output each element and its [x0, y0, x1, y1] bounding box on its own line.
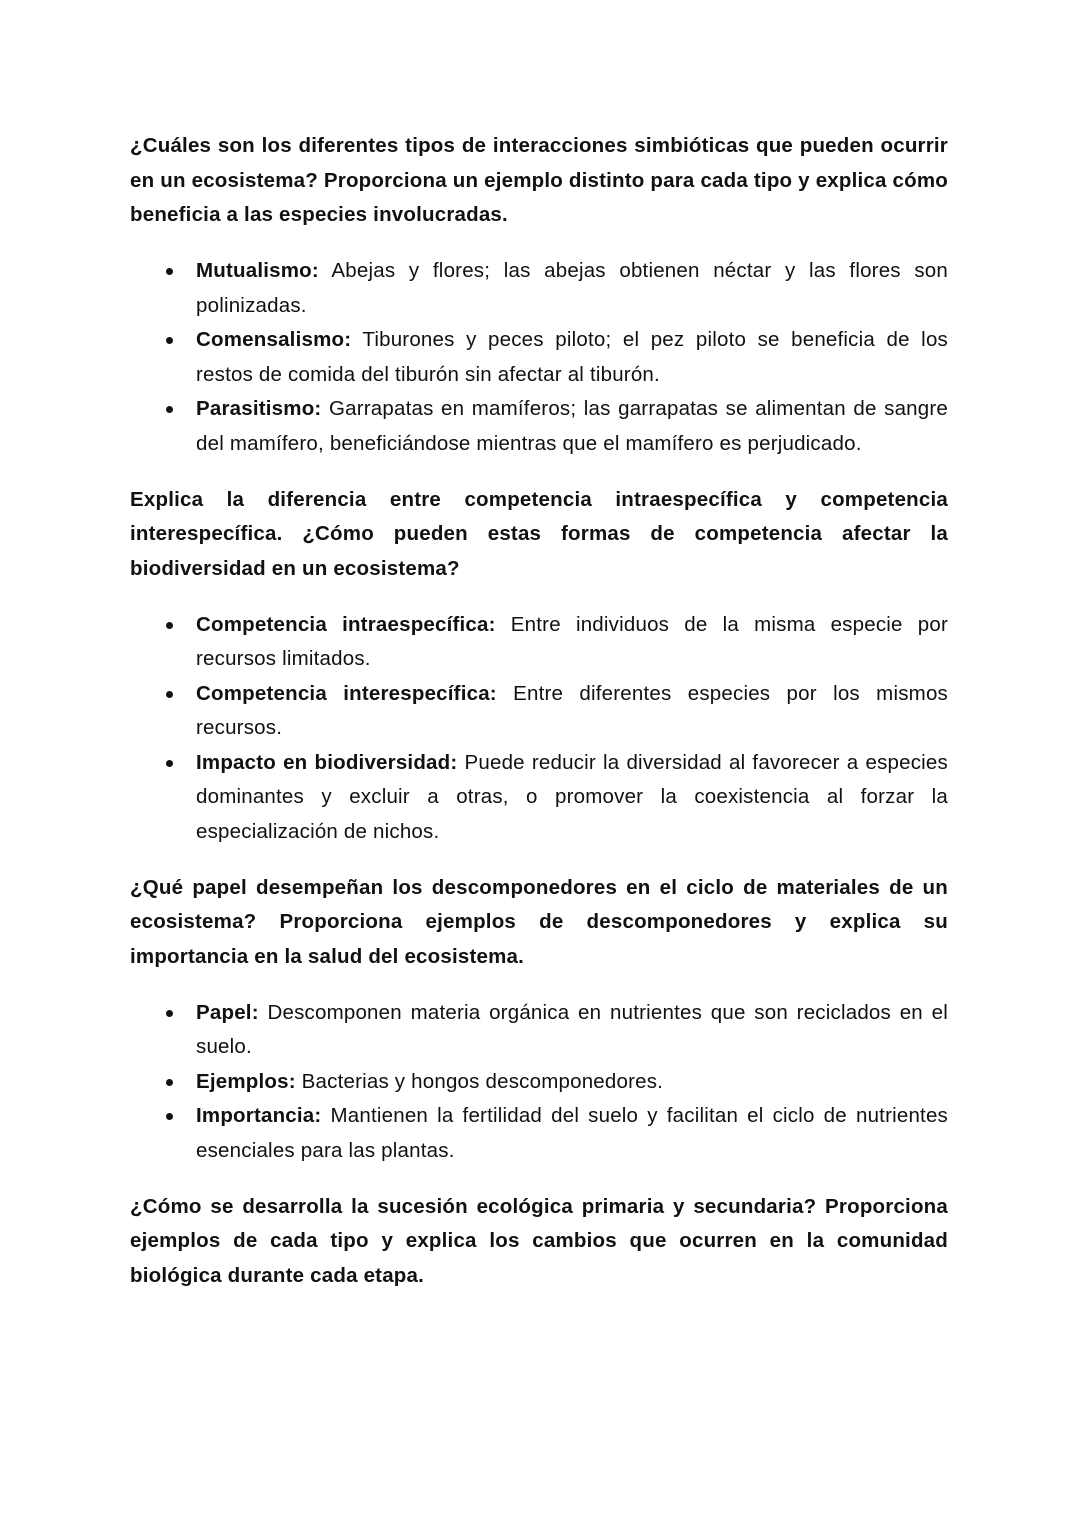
list-item: Competencia interespecífica: Entre diferentes especies por los mismos recursos. — [130, 677, 948, 746]
bullet-icon — [166, 760, 173, 767]
question-4: ¿Cómo se desarrolla la sucesión ecológica primaria y secundaria? Proporciona ejemplos de cada tipo y explica los cambios que ocurren en la comunidad biológica durante cada etapa. — [130, 1194, 948, 1287]
list-item: Papel: Descomponen materia orgánica en nutrientes que son reciclados en el suelo. — [130, 996, 948, 1065]
answer-list-3 — [130, 996, 948, 1169]
list-item: Importancia: Mantienen la fertilidad del suelo y facilitan el ciclo de nutrientes esenciales para las plantas. — [130, 1099, 948, 1168]
list-item: Impacto en biodiversidad: Puede reducir la diversidad al favorecer a especies dominantes y excluir a otras, o promover la coexistencia al forzar la especialización de nichos. — [130, 746, 948, 850]
question-3: ¿Qué papel desempeñan los descomponedores en el ciclo de materiales de un ecosistema? Proporciona ejemplos de descomponedores y explica su importancia en la salud del ecosistema. — [130, 875, 948, 968]
answer-list-1 — [130, 254, 948, 461]
list-item: Competencia intraespecífica: Entre individuos de la misma especie por recursos limitados. — [130, 608, 948, 677]
bullet-icon — [166, 1113, 173, 1120]
list-item: Comensalismo: Tiburones y peces piloto; el pez piloto se beneficia de los restos de comida del tiburón sin afectar al tiburón. — [130, 323, 948, 392]
question-1: ¿Cuáles son los diferentes tipos de interacciones simbióticas que pueden ocurrir en un ecosistema? Proporciona un ejemplo distinto para cada tipo y explica cómo beneficia a las especies involucradas. — [130, 134, 948, 226]
bullet-icon — [166, 1010, 173, 1017]
bullet-icon — [166, 268, 173, 275]
bullet-icon — [166, 337, 173, 344]
question-2: Explica la diferencia entre competencia intraespecífica y competencia interespecífica. ¿Cómo pueden estas formas de competencia afectar la biodiversidad en un ecosistema? — [130, 487, 948, 580]
bullet-icon — [166, 1079, 173, 1086]
bullet-icon — [166, 406, 173, 413]
document-page — [130, 129, 948, 1315]
answer-list-2 — [130, 608, 948, 850]
bullet-icon — [166, 622, 173, 629]
list-item: Mutualismo: Abejas y flores; las abejas obtienen néctar y las flores son polinizadas. — [130, 254, 948, 323]
list-item: Ejemplos: Bacterias y hongos descomponedores. — [130, 1065, 948, 1100]
bullet-icon — [166, 691, 173, 698]
list-item: Parasitismo: Garrapatas en mamíferos; las garrapatas se alimentan de sangre del mamífero, beneficiándose mientras que el mamífero es perjudicado. — [130, 392, 948, 461]
